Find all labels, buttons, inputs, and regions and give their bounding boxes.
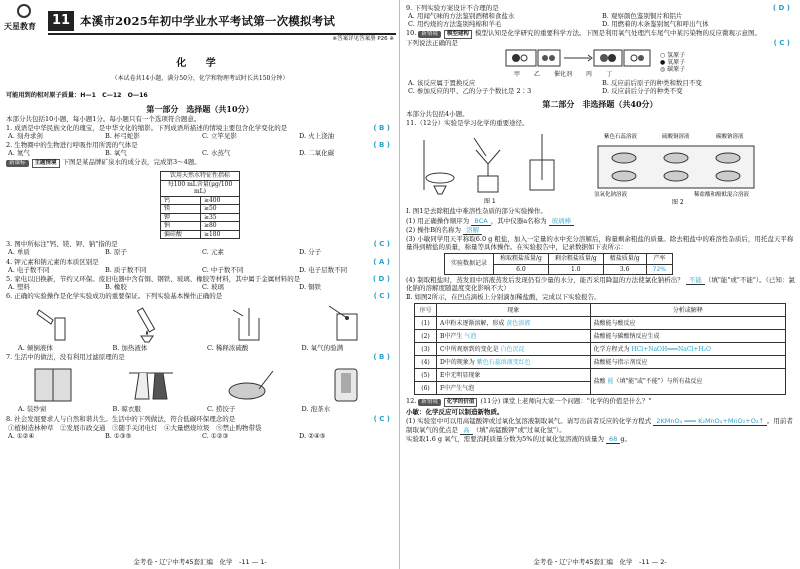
option: D. 火上浇油 (299, 132, 335, 140)
figure-1 (404, 130, 584, 206)
salt-data-table (444, 253, 673, 275)
table-row (415, 317, 786, 330)
dilute-acid-illustration (221, 304, 277, 344)
option: B. 观察颜色鉴别铜片和铝片 (602, 12, 683, 21)
q12-s1-text: (1) 实验室中可以用高锰酸钾或过氧化氢溶液制取氧气。请写出前者反应的化学方程式 (406, 417, 652, 426)
q12-number: 12. (406, 397, 419, 406)
table-cell: 钙 (161, 196, 201, 205)
question-11-stem: 11.（12分）实验是学习化学的重要途径。 (406, 119, 529, 128)
option: C. 用灼烧的方法鉴别纯棉和羊毛 (408, 20, 502, 29)
question-3 (4, 240, 396, 248)
q12-s2 (404, 435, 796, 443)
legend-item: ◎ 碳原子 (660, 65, 686, 73)
table-cell: 1.0 (548, 264, 603, 275)
option: D. 铜铁 (299, 282, 322, 291)
cell-answer: 能 (607, 378, 614, 386)
table-cell: ≥400 (200, 196, 239, 205)
q11-s4 (404, 276, 796, 292)
q1-options (4, 132, 396, 140)
brand-name: 天星教育 (4, 22, 36, 31)
option: C. 稀释浓硫酸 (207, 344, 249, 353)
question-4 (4, 258, 396, 266)
option: B. 原子 (105, 248, 127, 257)
right-page (404, 0, 796, 569)
legend-item: ○ 氢原子 (660, 51, 686, 59)
q11-s1 (404, 217, 796, 225)
logo-icon (17, 4, 31, 18)
left-page (4, 0, 396, 569)
q6-options (4, 344, 396, 352)
option: A. 用闻气味的方法鉴别酒精和食盐水 (408, 12, 515, 21)
option: A. 电子数不同 (8, 265, 50, 274)
table-cell: 钾 (161, 213, 201, 222)
q12-s1-answer: 2KMnO₄ ═══ K₂MnO₄+MnO₂+O₂↑ (653, 417, 767, 426)
q5-stem: 5. 家电以旧换新，节约又环保。废旧电器中含有铜、钢铁、玻璃、橡胶等材料，其中属于金属材料的是 (6, 274, 301, 283)
table-cell: 剩余粗盐质量/g (548, 254, 603, 265)
legend-item: ● 氧原子 (660, 58, 686, 66)
header-rule (48, 33, 396, 35)
figure-2-label: 图 2 (672, 199, 684, 207)
option: B. 氧气 (105, 149, 127, 158)
option: B. 晾衣服 (112, 405, 141, 414)
option: D. 二氧化碳 (299, 149, 335, 158)
pour-liquid-illustration (25, 304, 81, 344)
s2-text: (2) 操作B的名称为 (406, 225, 462, 234)
table-cell: ≥80 (200, 222, 239, 231)
model-label: 模型建构 (444, 30, 472, 39)
option: C. 立竿见影 (202, 132, 237, 140)
q10-legend (660, 52, 685, 74)
table-cell: ≥35 (200, 213, 239, 222)
q10-number: 10. (406, 29, 419, 38)
table-cell: ≥50 (200, 205, 239, 214)
cell-text: 化学方程式为 (593, 345, 630, 353)
question-2 (4, 141, 396, 149)
table-cell: 产率 (646, 254, 672, 265)
q2-stem: 2. 生物圈中的生物进行呼吸作用所需的气体是 (6, 141, 138, 150)
option: B. 杯弓蛇影 (105, 132, 140, 140)
table-cell (437, 356, 591, 369)
mineral-table-title: 饮用天然水特征性指标 (161, 172, 240, 181)
q11-part2: Ⅱ. 如图2所示，在凹点滴板上分别滴加稀盐酸，完成以下实验报告。 (406, 293, 601, 302)
table-cell: 序号 (415, 304, 437, 317)
option: A. 倾倒液体 (18, 344, 53, 353)
table-row (415, 369, 786, 382)
page-divider (399, 0, 400, 569)
question-6 (4, 292, 396, 300)
q12-s1-tail-2: （填"高锰酸钾"或"过氧化氢"）。 (472, 425, 566, 434)
option: B. ①③⑤ (105, 431, 132, 440)
paper-number: 11 (48, 11, 74, 31)
table-cell: 3.6 (603, 264, 646, 275)
cell-answer: 气泡 (464, 332, 477, 340)
label-bing: 丙 (586, 71, 593, 79)
table-cell (437, 330, 591, 343)
option: B. 质子数不同 (105, 265, 147, 274)
part1-intro: 本部分共包括10小题，每小题1分。每小题只有一个选项符合题意。 (6, 114, 201, 123)
table-cell: (5) (415, 369, 437, 382)
header (4, 0, 396, 42)
table-row (161, 230, 240, 239)
fig2-label: 稀盐酸和酚酞混合溶液 (694, 192, 750, 199)
q8-options (4, 432, 396, 440)
theme-text: 下图是某品牌矿泉水的成分表，完成第3～4题。 (62, 158, 201, 167)
drying-clothes-illustration (123, 365, 179, 405)
table-cell: (2) (415, 330, 437, 343)
q4-stem: 4. 钾元素和钠元素的本质区别是 (6, 257, 99, 266)
table-cell (590, 343, 785, 356)
question-8 (4, 415, 396, 423)
q10-answer: ( C ) (773, 39, 790, 48)
table-row (161, 205, 240, 214)
option: D. 反应前后分子的种类不变 (602, 87, 683, 95)
table-cell: 偏硅酸 (161, 230, 201, 239)
table-cell: (6) (415, 382, 437, 395)
option: C. ①②③ (202, 431, 229, 440)
table-cell: 精盐质量/g (603, 254, 646, 265)
table-cell: 镁 (161, 205, 201, 214)
option: C. 元素 (202, 248, 224, 257)
cell-text: C中所观察到的变化是 (440, 345, 499, 353)
cell-answer: 黄色溶液 (506, 319, 531, 327)
label-ding: 丁 (606, 71, 613, 79)
q12-s1-tail: 。用前者制取氧气的优点是 (406, 417, 793, 434)
table-cell: 盐酸能与酸反应 (590, 317, 785, 330)
table-cell: ≥180 (200, 230, 239, 239)
option: D. 分子 (299, 248, 322, 257)
mineral-table-body (160, 180, 240, 240)
q4-answer: ( A ) (373, 257, 390, 266)
question-9 (404, 4, 796, 12)
q7-options (4, 405, 396, 413)
q8-detail: ①植树造林种草 ②发展市政交通 ③随手关闭电灯 ④大量燃烧垃圾 ⑤禁止购物带袋 (8, 423, 262, 432)
cell-text: A中粉末逐渐溶解，形成 (440, 319, 505, 327)
table-cell: 现象 (437, 304, 591, 317)
option: A. 氮气 (8, 149, 30, 158)
q5-answer: ( D ) (372, 274, 390, 283)
scoop-dumplings-illustration (221, 365, 277, 405)
tea-brewing-illustration (319, 365, 375, 405)
brand-logo (4, 2, 44, 40)
q4-options (4, 266, 396, 274)
q8-stem: 8. 社会发展要求人与自然和谐共生。生活中的下列做法，符合低碳环保理念的是 (6, 414, 236, 423)
table-cell: (1) (415, 317, 437, 330)
q10-options (404, 79, 796, 95)
table-cell: (4) (415, 356, 437, 369)
table-cell (590, 369, 785, 395)
s2-answer: 溶解 (463, 226, 482, 235)
value-label: 化学的价值 (444, 398, 478, 407)
s1-text: (1) 用正确操作顺序为 (406, 216, 470, 225)
option: A. 刻舟求剑 (8, 132, 43, 140)
fig2-label: 硫酸铜溶液 (662, 134, 690, 141)
exam-title: 本溪市2025年初中学业水平考试第一次模拟考试 (80, 13, 336, 28)
table-row (415, 330, 786, 343)
q1-answer: ( B ) (373, 123, 390, 132)
oxygen-test-illustration (319, 304, 375, 344)
part2-title: 第二部分 非选择题（共40分） (542, 99, 658, 110)
option: A. 装纱窗 (18, 405, 47, 414)
question-10 (404, 29, 796, 47)
option: D. 氧气的验满 (301, 344, 344, 353)
table-cell (437, 317, 591, 330)
cell-text: 盐酸 (593, 378, 606, 386)
table-cell: 盐酸能与碳酸钠反应生成 (590, 330, 785, 343)
option: A. 单质 (8, 248, 30, 257)
table-cell: 盐酸能与指示剂反应 (590, 356, 785, 369)
table-cell: 称取粗盐质量/g (494, 254, 549, 265)
footer-right: 金考卷・辽宁中考45套汇编 化学 -11 — 2- (533, 557, 667, 566)
exam-note: （本试卷共14小题，满分50分，化学和物理考试时长共150分钟） (111, 74, 289, 82)
window-screen-illustration (25, 365, 81, 405)
q9-options (404, 12, 796, 28)
experiment-table (414, 303, 786, 395)
theme-label: 主题情境 (32, 159, 60, 168)
question-5 (4, 275, 396, 283)
s4-answer: 不能 (686, 276, 705, 285)
q12-s2-answer: 68 (606, 435, 620, 444)
new-context-tag: 新情境 (418, 31, 441, 38)
q11-part1: Ⅰ. 图1是去除粗盐中难溶性杂质的部分实验操作。 (406, 207, 547, 216)
q12-s1 (404, 417, 796, 433)
figure-1-label: 图 1 (484, 198, 496, 206)
cell-text: D中的现象为 (440, 358, 475, 366)
s1-answer: BCA (471, 217, 490, 226)
question-1 (4, 124, 396, 132)
cell-answer: HCl+NaOH═══NaCl+H₂O (631, 345, 711, 353)
table-row (415, 356, 786, 369)
table-row (161, 196, 240, 205)
option: C. 水蒸气 (202, 149, 231, 158)
q12-sub: 小敏：化学反应可以制造新物质。 (406, 408, 504, 417)
option: D. 电子层数不同 (299, 265, 348, 274)
label-jia: 甲 (514, 71, 521, 79)
q1-stem: 1. 成语是中华民族文化的瑰宝，是中华文化的缩影。下列成语所描述的情境主要包含化学变化的是 (6, 123, 288, 132)
fig2-label: 紫色石蕊溶液 (604, 134, 638, 141)
subject-title: 化 学 (176, 58, 224, 69)
q8-answer: ( C ) (373, 414, 390, 423)
table-cell: 实验数据记录 (445, 254, 494, 275)
question-12 (404, 397, 796, 407)
question-7 (4, 353, 396, 361)
table-row (445, 254, 673, 265)
reaction-diagram (504, 48, 654, 76)
option: D. 泡茶水 (301, 405, 331, 414)
new-standard-tag: 新课标 (6, 160, 29, 167)
q11-s3: (3) 小敏同学用天平称取6.0 g 粗盐，加入一定量的水中充分溶解后，称量剩余粗盐的质量。除去粗盐中的难溶性杂质后，用托盘天平称量得到精盐的质量，称量等具体操作。在实验报告中，记录数据如下表所示： (406, 234, 794, 251)
cell-answer: 白色沉淀 (500, 345, 525, 353)
option: A. 该反应属于置换反应 (408, 78, 476, 87)
fig2-label: 碳酸钠溶液 (716, 134, 744, 141)
option: B. 橡胶 (105, 282, 127, 291)
option: B. 加热液体 (112, 344, 148, 353)
table-cell: E中无明显现象 (437, 369, 591, 382)
q11-figures (404, 130, 796, 206)
q2-options (4, 149, 396, 157)
option: C. 玻璃 (202, 282, 224, 291)
mineral-table (160, 171, 240, 181)
new-context-tag: 新情境 (418, 399, 441, 406)
q7-stem: 7. 生活中的做法，没有利用过滤原理的是 (6, 353, 125, 362)
q12-s1-answer-2: 高 (460, 426, 473, 435)
q9-stem: 9. 下列实验方案设计不合理的是 (406, 4, 499, 12)
table-row (415, 343, 786, 356)
theme-context (4, 158, 396, 168)
q6-answer: ( C ) (373, 292, 390, 300)
q5-options (4, 283, 396, 291)
table-row (415, 304, 786, 317)
q12-stem: (11分) 课堂上老师向大家一个问题："化学的价值是什么？" (480, 397, 652, 406)
table-cell: 6.0 (494, 264, 549, 275)
s4-tail: （填"能"或"不能"）。（已知：氯化钠的溶解度随温度变化影响不大） (406, 276, 795, 293)
cell-answer: 紫色石蕊溶液变红色 (476, 358, 531, 366)
table-row (161, 213, 240, 222)
option: B. 反应前后原子的种类和数目不变 (602, 78, 702, 87)
table-cell: F中产生气泡 (437, 382, 591, 395)
option: C. 捞饺子 (207, 405, 236, 414)
table-cell: 钠 (161, 222, 201, 231)
option: A. ①②④ (8, 431, 35, 440)
fig2-label: 氢氧化钠溶液 (594, 192, 628, 199)
mineral-table-unit: 每100 mL含量(μg/100 mL) (161, 180, 240, 196)
heat-liquid-illustration (123, 304, 179, 344)
q2-answer: ( B ) (373, 141, 390, 150)
s1-answer-2: 玻璃棒 (549, 217, 575, 226)
option: C. 参加反应的甲、乙的分子个数比是 2∶3 (408, 87, 532, 95)
q3-options (4, 248, 396, 256)
option: A. 塑料 (8, 282, 30, 291)
q12-s2-tail: g。 (620, 434, 631, 443)
part2-intro: 本部分共包括4小题。 (406, 110, 469, 119)
s4-text: (4) 制取粗盐时，蒸发皿中溶液蒸发后发现仍有少量的水分，能否采用降温的方法使氯化钠析出？ (406, 276, 684, 284)
q3-stem: 3. 图中所标注"钙、镁、钾、钠"指的是 (6, 240, 118, 249)
part1-title: 第一部分 选择题（共10分） (146, 103, 254, 114)
cell-tail: （填"能"或"不能"）与所有盐反应 (613, 378, 703, 386)
q6-stem: 6. 正确的实验操作是化学实验成功的重要保证。下列实验基本操作正确的是 (6, 292, 223, 300)
option: C. 中子数不同 (202, 265, 244, 274)
q11-s2 (404, 226, 796, 234)
table-cell: (3) (415, 343, 437, 356)
q3-answer: ( C ) (373, 240, 390, 249)
table-cell: 72% (646, 264, 672, 275)
q7-images (4, 365, 396, 405)
option: D. ②④⑤ (299, 431, 326, 440)
table-cell: 分析或解释 (590, 304, 785, 317)
table-row (161, 222, 240, 231)
q12-s2-text: 实验取1.6 g 氧气，需要消耗质量分数为5%的过氧化氢溶液的质量为 (406, 434, 604, 443)
cell-text: B中产生 (440, 332, 463, 340)
table-cell (437, 343, 591, 356)
label-yi: 乙 (534, 71, 541, 79)
option: D. 用燃着的木条鉴别氮气和呼出气体 (602, 20, 709, 29)
answer-reference: ※答案详见答案册 P26 ※ (332, 36, 394, 42)
q10-stem: 模型认知是化学研究的重要科学方法。下图是利用氧气处理汽车尾气中某污染物的反应微观示意图。下列说法正确的是 (406, 29, 761, 48)
s1-tail: ，其中仪器a名称为 (490, 216, 547, 225)
q6-images (4, 304, 396, 344)
footer-left: 金考卷・辽宁中考45套汇编 化学 -11 — 1- (133, 557, 267, 566)
label-catalyst: 催化剂 (554, 71, 573, 79)
q9-answer: ( D ) (772, 4, 790, 12)
q7-answer: ( B ) (373, 353, 390, 362)
figure-2 (584, 130, 784, 206)
atomic-masses: 可能用到的相对原子质量：H—1 C—12 O—16 (6, 92, 148, 99)
